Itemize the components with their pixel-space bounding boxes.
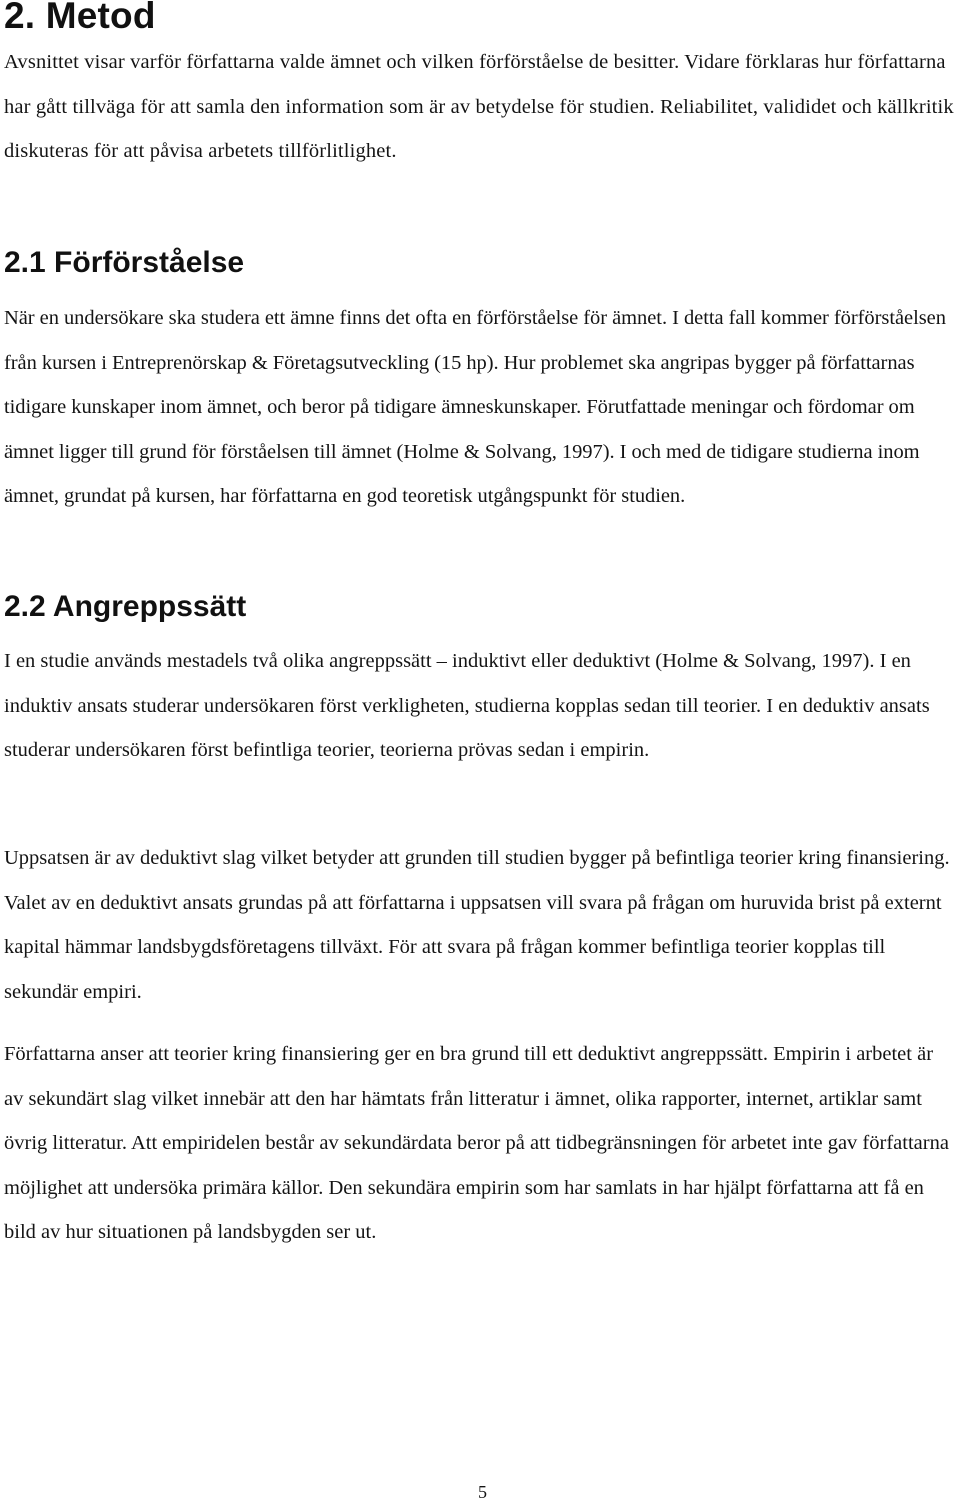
section-paragraph-angreppssatt-1: I en studie används mestadels två olika angreppssätt – induktivt eller deduktivt (Holme & Solvang, 1997). I en induktiv ansats studerar undersökaren först verkligheten, studierna kopplas sedan till teorier. I en deduktiv ansats studerar undersökaren först befintliga teorier, teorierna prövas sedan i empirin. xyxy=(4,650,930,761)
section-heading-angreppssatt: 2.2 Angreppssätt xyxy=(4,590,247,623)
page-title: 2. Metod xyxy=(4,0,156,36)
document-page xyxy=(4,0,960,1501)
section-paragraph-forforstaelse: När en undersökare ska studera ett ämne finns det ofta en förförståelse för ämnet. I detta fall kommer förförståelsen från kursen i Entreprenörskap & Företagsutveckling (15 hp). Hur problemet ska angripas bygger på författarnas tidigare kunskaper inom ämnet, och beror på tidigare ämneskunskaper. Förutfattade meningar och fördomar om ämnet ligger till grund för förståelsen till ämnet (Holme & Solvang, 1997). I och med de tidigare studierna inom ämnet, grundat på kursen, har författarna en god teoretisk utgångspunkt för studien. xyxy=(4,307,946,507)
page-number: 5 xyxy=(478,1482,487,1502)
section-paragraph-angreppssatt-2: Uppsatsen är av deduktivt slag vilket betyder att grunden till studien bygger på befintliga teorier kring finansiering. Valet av en deduktivt ansats grundas på att författarna i uppsatsen vill svara på frågan om huruvida brist på externt kapital hämmar landsbygdsföretagens tillväxt. För att svara på frågan kommer befintliga teorier kopplas till sekundär empiri. xyxy=(4,847,950,1003)
section-paragraph-angreppssatt-3: Författarna anser att teorier kring finansiering ger en bra grund till ett deduktivt angreppssätt. Empirin i arbetet är av sekundärt slag vilket innebär att den har hämtats från litteratur i ämnet, olika rapporter, internet, artiklar samt övrig litteratur. Att empiridelen består av sekundärdata beror på att tidbegränsningen för arbetet inte gav författarna möjlighet att undersöka primära källor. Den sekundära empirin som har samlats in har hjälpt författarna att få en bild av hur situationen på landsbygden ser ut. xyxy=(4,1043,949,1243)
section-heading-forforstaelse: 2.1 Förförståelse xyxy=(4,246,245,279)
intro-paragraph: Avsnittet visar varför författarna valde ämnet och vilken förförståelse de besitter. Vidare förklaras hur författarna har gått tillväga för att samla den information som är av betydelse för studien. Reliabilitet, valididet och källkritik diskuteras för att påvisa arbetets tillförlitlighet. xyxy=(4,51,954,162)
